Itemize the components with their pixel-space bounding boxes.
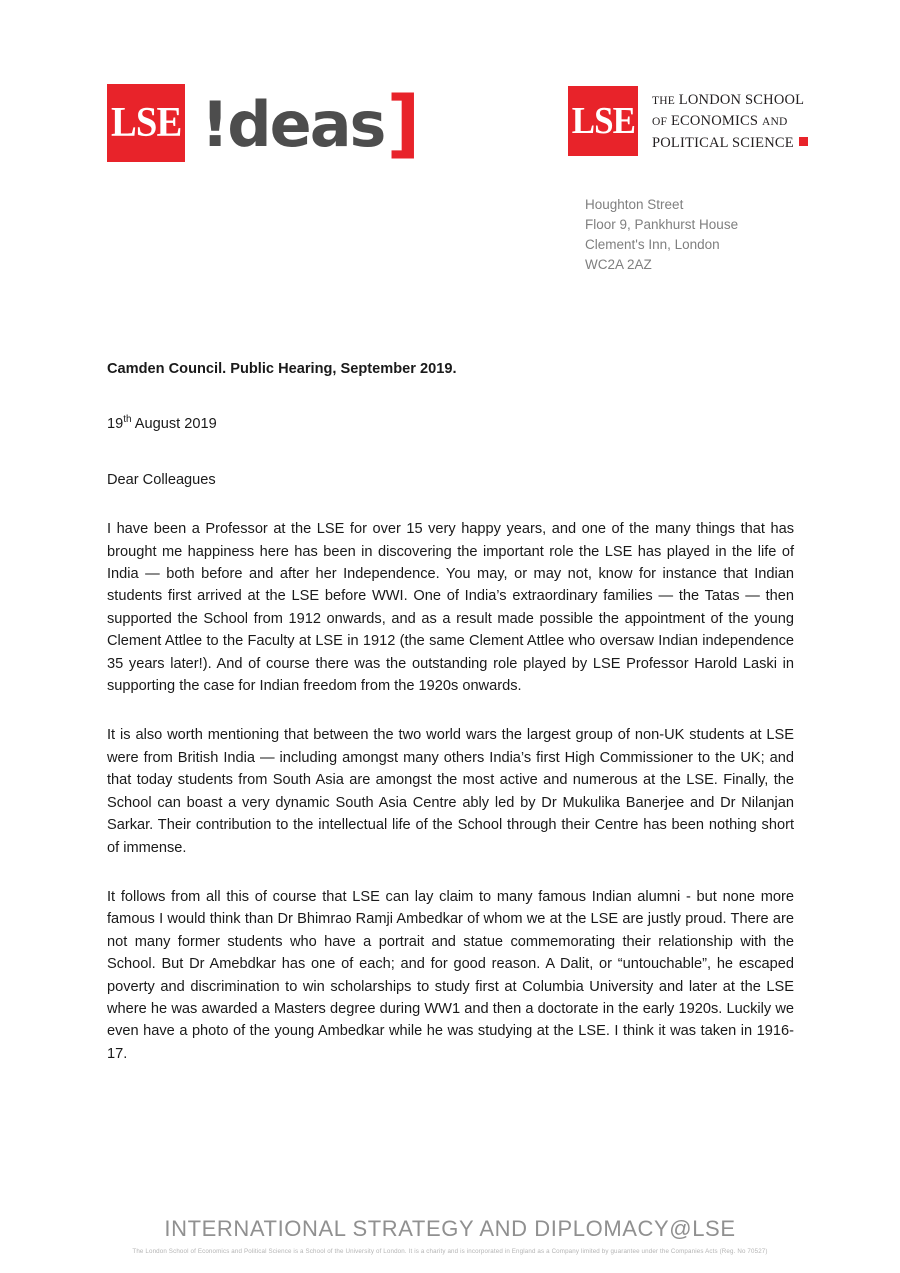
letter-salutation: Dear Colleagues xyxy=(107,471,216,488)
lse-red-square-mark xyxy=(107,84,185,162)
school-mark-text: LSE xyxy=(571,100,635,142)
school-name-the: THE xyxy=(652,95,675,107)
page-footer xyxy=(0,1216,900,1255)
page-header xyxy=(0,78,900,178)
letter-date-ordinal: th xyxy=(123,414,132,426)
letter-paragraph-2: It is also worth mentioning that between the two world wars the largest group of non-UK students at LSE were from British India — including amongst many others India’s first High Commissioner to the UK; and that today students from South Asia are amongst the most active and numerous at the LSE. Finally, the School can boast a very dynamic South Asia Centre ably led by Dr Mukulika Banerjee and Dr Nilanjan Sarkar. Their contribution to the intellectual life of the School through their Centre has been nothing short of immense. xyxy=(107,727,794,856)
school-name-london-school: LONDON SCHOOL xyxy=(678,92,805,108)
letter-date-rest: August 2019 xyxy=(131,416,217,433)
address-line-3: Clement's Inn, London xyxy=(585,237,720,252)
school-name-political-science: POLITICAL SCIENCE xyxy=(652,134,794,151)
letter-paragraph-3: It follows from all this of course that LSE can lay claim to many famous Indian alumni - but none more famous I would think than Dr Bhimrao Ramji Ambedkar of whom we at the LSE are justly proud. There are not many former students who have a portrait and statue commemorating their relationship with the School. But Dr Amebdkar has one of each; and for good reason. A Dalit, or “untouchable”, he escaped poverty and discrimination to win scholarships to study first at Columbia University and later at the LSE where he was awarded a Masters degree during WW1 and then a doctorate in the early 1920s. Luckily we even have a photo of the young Ambedkar while he was studying at the LSE. I think it was taken in 1916-17. xyxy=(107,888,794,1062)
ideas-bracket-glyph: ] xyxy=(386,81,419,167)
school-name-line-3 xyxy=(652,133,808,154)
address-line-2: Floor 9, Pankhurst House xyxy=(585,217,739,232)
letter-date-number: 19 xyxy=(107,416,124,433)
red-square-icon xyxy=(799,137,808,146)
footer-legal-text: The London School of Economics and Political Science is a School of the University of London. It is a charity and is incorporated in England as a Company limited by guarantee under the Companies Acts (Reg. No 70527) xyxy=(132,1248,768,1255)
ideas-wordmark xyxy=(201,81,419,167)
letter-date xyxy=(107,413,794,435)
address-block xyxy=(585,195,738,275)
lse-ideas-logo xyxy=(107,78,418,168)
letter-body xyxy=(107,358,794,1065)
address-line-1: Houghton Street xyxy=(585,197,684,212)
school-name-block xyxy=(652,86,808,154)
address-line-4: WC2A 2AZ xyxy=(585,257,652,272)
letter-subject-line: Camden Council. Public Hearing, September 2019. xyxy=(107,361,457,377)
footer-title: INTERNATIONAL STRATEGY AND DIPLOMACY@LSE xyxy=(164,1216,736,1241)
school-name-of: OF xyxy=(652,116,668,129)
ideas-word-rest: deas xyxy=(227,88,385,161)
ideas-exclamation-glyph: ! xyxy=(201,88,228,161)
school-name-economics: ECONOMICS xyxy=(670,113,759,130)
school-name-line-2 xyxy=(652,111,808,132)
lse-school-logo xyxy=(568,86,808,158)
letter-paragraph-1: I have been a Professor at the LSE for over 15 very happy years, and one of the many things that has brought me happiness here has been in discovering the important role the LSE has played in the life of India — both before and after her Independence. You may, or may not, know for instance that Indian students first arrived at the LSE before WWI. One of India’s extraordinary families — the Tatas — then supported the School from 1912 onwards, and as a result made possible the appointment of the young Clement Attlee to the Faculty at LSE in 1912 (the same Clement Attlee who oversaw Indian independence 35 years later!). And of course there was the outstanding role played by LSE Professor Harold Laski in supporting the case for Indian freedom from the 1920s onwards. xyxy=(107,521,794,695)
lse-mark-text: LSE xyxy=(110,100,182,146)
school-name-and: AND xyxy=(761,116,788,129)
school-name-line-1 xyxy=(652,90,808,111)
school-red-square-mark xyxy=(568,86,638,156)
